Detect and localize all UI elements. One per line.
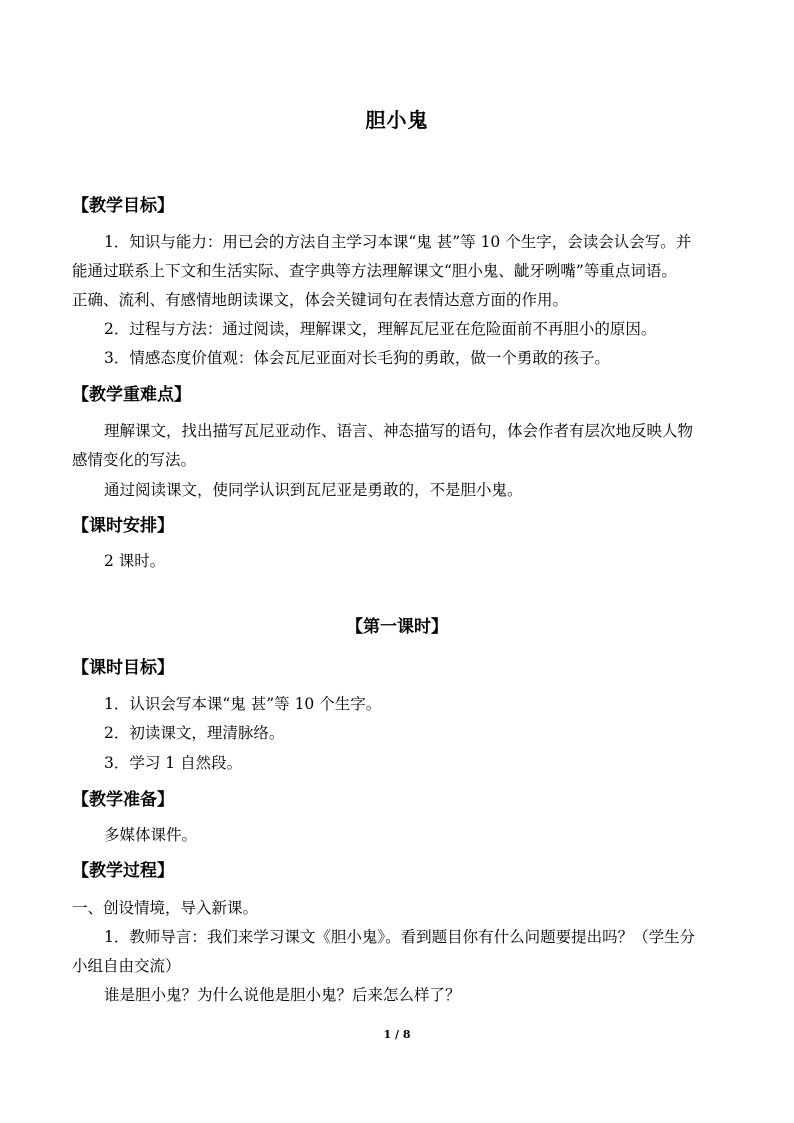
objectives-line-2: 能通过联系上下文和生活实际、查字典等方法理解课文“胆小鬼、龇牙咧嘴”等重点词语。	[72, 262, 677, 280]
lesson-goals-line-3: 3．学习 1 自然段。	[104, 754, 243, 772]
objectives-line-1: 1．知识与能力：用已会的方法自主学习本课“鬼 甚”等 10 个生字，会读会认会写。并	[104, 233, 692, 251]
process-line-3: 小组自由交流）	[72, 957, 181, 975]
key-points-line-3: 通过阅读课文，使同学认识到瓦尼亚是勇敢的，不是胆小鬼。	[104, 481, 523, 499]
objectives-line-3: 正确、流利、有感情地朗读课文，体会关键词句在表情达意方面的作用。	[72, 291, 569, 309]
lesson-goals-line-1: 1．认识会写本课“鬼 甚”等 10 个生字。	[104, 695, 382, 713]
heading-schedule: 【课时安排】	[72, 516, 174, 536]
heading-preparation: 【教学准备】	[72, 790, 174, 810]
lesson-goals-line-2: 2．初读课文，理清脉络。	[104, 724, 285, 742]
objectives-line-4: 2．过程与方法：通过阅读，理解课文，理解瓦尼亚在危险面前不再胆小的原因。	[104, 320, 657, 338]
process-line-4: 谁是胆小鬼？为什么说他是胆小鬼？后来怎么样了？	[104, 986, 461, 1004]
heading-lesson-one: 【第一课时】	[346, 617, 448, 637]
key-points-line-1: 理解课文，找出描写瓦尼亚动作、语言、神态描写的语句，体会作者有层次地反映人物	[104, 422, 694, 440]
process-line-2: 1．教师导言：我们来学习课文《胆小鬼》。看到题目你有什么问题要提出吗？（学生分	[104, 928, 696, 946]
heading-teaching-objectives: 【教学目标】	[72, 196, 174, 216]
schedule-line-1: 2 课时。	[104, 552, 166, 570]
heading-process: 【教学过程】	[72, 861, 174, 881]
preparation-line-1: 多媒体课件。	[104, 826, 198, 844]
document-title: 胆小鬼	[365, 108, 429, 132]
key-points-line-2: 感情变化的写法。	[72, 451, 197, 469]
page-number: 1 / 8	[383, 1028, 411, 1041]
heading-lesson-goals: 【课时目标】	[72, 658, 174, 678]
process-line-1: 一、创设情境，导入新课。	[72, 899, 259, 917]
objectives-line-5: 3．情感态度价值观：体会瓦尼亚面对长毛狗的勇敢，做一个勇敢的孩子。	[104, 349, 610, 367]
heading-key-points: 【教学重难点】	[72, 385, 191, 405]
